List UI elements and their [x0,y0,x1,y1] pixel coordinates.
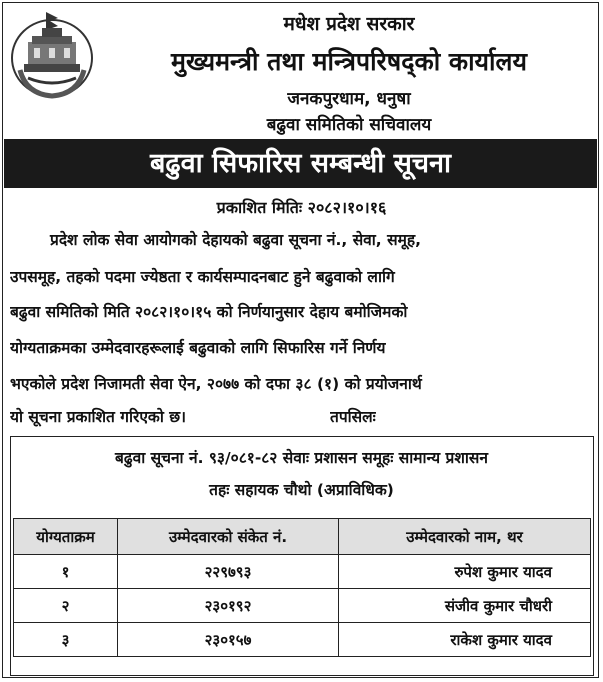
notice-title-banner: बढुवा सिफारिस सम्बन्धी सूचना [4,139,597,188]
body-text-line: उपसमूह, तहको पदमा ज्येष्ठता र कार्यसम्पादनबाट हुने बढुवाको लागि [10,268,395,286]
body-text-line: बढुवा समितिको मिति २०८२।१०।१५ को निर्णयानुसार देहाय बमोजिमको [10,303,408,321]
body-text-line: प्रदेश लोक सेवा आयोगको देहायको बढुवा सूचना नं., सेवा, समूह, [50,231,421,249]
body-text-line: योग्यताक्रमका उम्मेदवारहरूलाई बढुवाको लागि सिफारिस गर्ने निर्णय [10,339,386,357]
cell-name: रुपेश कुमार यादव [339,555,591,589]
table-row [14,589,591,623]
office-location: जनकपुरधाम, धनुषा [287,89,411,109]
notice-details: बढुवा सूचना नं. ९३/०८१-८२ सेवाः प्रशासन समूहः सामान्य प्रशासन [115,449,488,467]
cell-rank: १ [14,555,118,589]
column-header-code: उम्मेदवारको संकेत नं. [118,519,339,555]
column-header-name: उम्मेदवारको नाम, थर [339,519,591,555]
secretariat-name: बढुवा समितिको सचिवालय [266,115,432,135]
column-header-rank: योग्यताक्रम [14,519,118,555]
candidate-table [13,518,591,657]
cell-name: राकेश कुमार यादव [339,623,591,657]
government-name: मधेश प्रदेश सरकार [283,13,415,35]
body-text-line: यो सूचना प्रकाशित गरिएको छ। [10,408,186,426]
cell-name: संजीव कुमार चौधरी [339,589,591,623]
cell-code: २३०१९२ [118,589,339,623]
body-text-line: भएकोले प्रदेश निजामती सेवा ऐन, २०७७ को दफा ३८ (१) को प्रयोजनार्थ [10,375,422,393]
table-row [14,555,591,589]
notice-level: तहः सहायक चौथो (अप्राविधिक) [209,481,394,499]
cell-code: २२९७९३ [118,555,339,589]
table-header-row [14,519,591,555]
cell-code: २३०१५७ [118,623,339,657]
published-date: प्रकाशित मितिः २०८२।१०।१६ [216,198,387,217]
table-row [14,623,591,657]
office-name: मुख्यमन्त्री तथा मन्त्रिपरिषद्को कार्यालय [171,47,527,76]
cell-rank: ३ [14,623,118,657]
cell-rank: २ [14,589,118,623]
details-label: तपसिलः [330,408,376,426]
government-emblem [6,8,98,100]
